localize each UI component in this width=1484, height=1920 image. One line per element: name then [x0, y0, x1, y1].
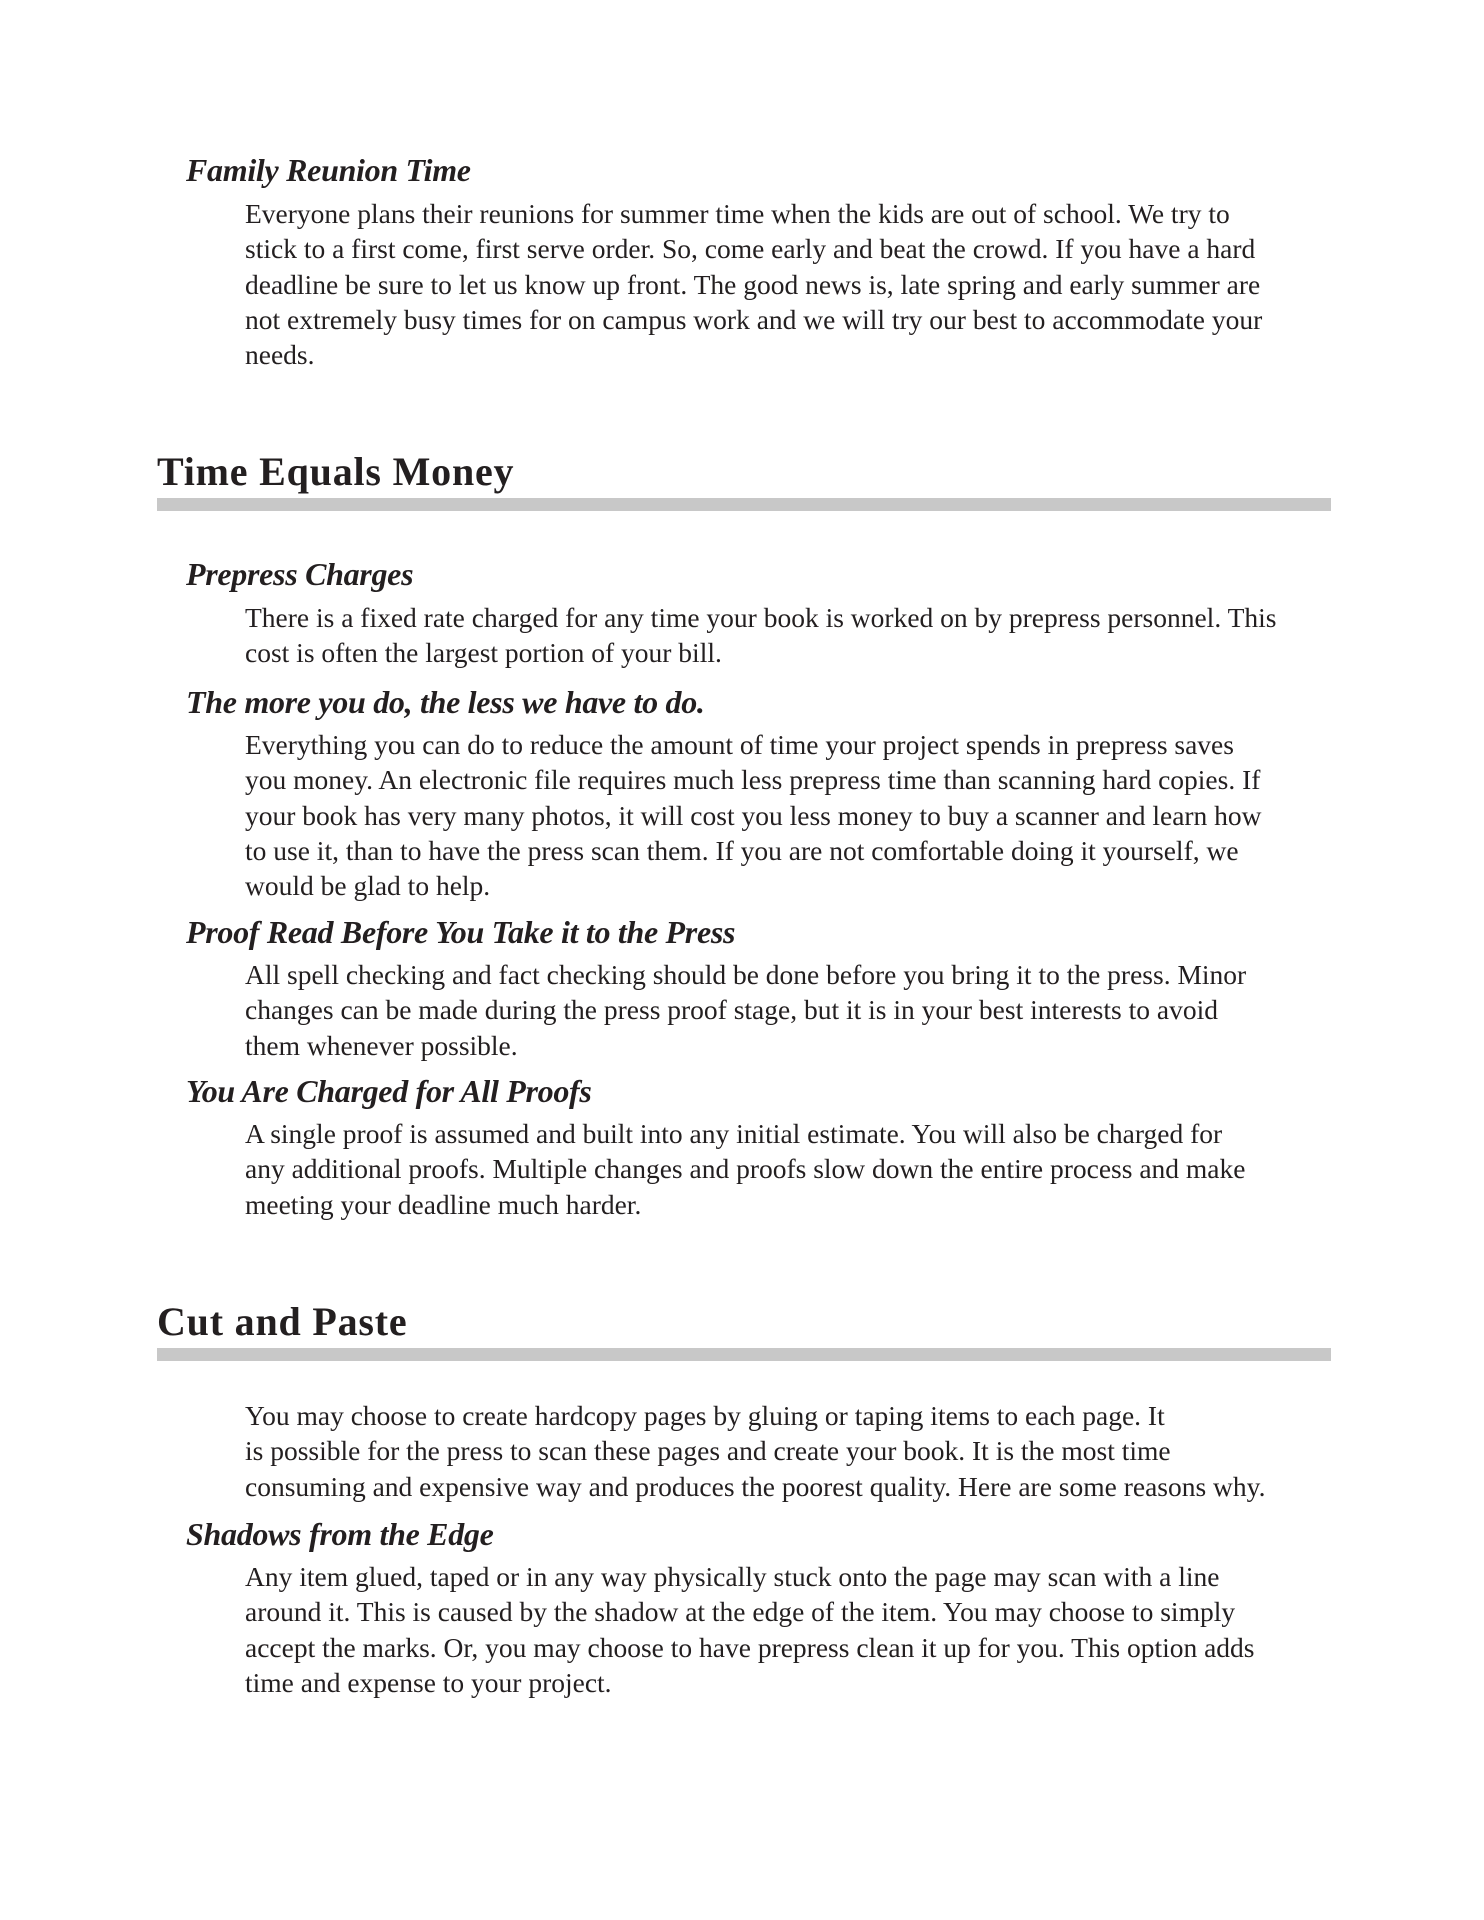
paragraph-line: You may choose to create hardcopy pages by gluing or taping items to each page. It [245, 1400, 1165, 1431]
cut-and-paste-intro [245, 1398, 1335, 1504]
section-divider [157, 1348, 1331, 1361]
paragraph-line: needs. [245, 339, 315, 371]
paragraph-line: would be glad to help. [245, 870, 491, 902]
section-divider [157, 498, 1331, 511]
paragraph-line: to use it, than to have the press scan them. If you are not comfortable doing it yourself, we [245, 834, 1239, 866]
paragraph-line: Any item glued, taped or in any way physically stuck onto the page may scan with a line [245, 1561, 1220, 1592]
paragraph-line: consuming and expensive way and produces the poorest quality. Here are some reasons why. [245, 1470, 1266, 1502]
paragraph-line: them whenever possible. [245, 1029, 518, 1061]
paragraph-line: Everything you can do to reduce the amount of time your project spends in prepress saves [245, 729, 1234, 760]
cut-and-paste-title: Cut and Paste [157, 1299, 408, 1344]
paragraph-line: changes can be made during the press proof stage, but it is in your best interests to avoid [245, 994, 1218, 1026]
paragraph-line: your book has very many photos, it will cost you less money to buy a scanner and learn how [245, 799, 1262, 831]
paragraph-line: All spell checking and fact checking should be done before you bring it to the press. Minor [245, 959, 1247, 990]
more-you-do-paragraph [245, 727, 1335, 903]
paragraph-line: time and expense to your project. [245, 1666, 612, 1698]
charged-proofs-paragraph [245, 1116, 1335, 1222]
paragraph-line: Everyone plans their reunions for summer time when the kids are out of school. We try to [245, 198, 1230, 229]
paragraph-line: any additional proofs. Multiple changes and proofs slow down the entire process and make [245, 1153, 1246, 1185]
paragraph-line: deadline be sure to let us know up front. The good news is, late spring and early summer are [245, 268, 1261, 300]
prepress-charges-heading: Prepress Charges [186, 556, 414, 592]
paragraph-line: around it. This is caused by the shadow at the edge of the item. You may choose to simply [245, 1596, 1236, 1628]
paragraph-line: There is a fixed rate charged for any time your book is worked on by prepress personnel. This [245, 602, 1277, 633]
prepress-charges-paragraph [245, 600, 1335, 671]
family-reunion-heading: Family Reunion Time [186, 152, 471, 188]
paragraph-line: not extremely busy times for on campus work and we will try our best to accommodate your [245, 303, 1263, 335]
paragraph-line: A single proof is assumed and built into any initial estimate. You will also be charged for [245, 1118, 1223, 1149]
paragraph-line: stick to a first come, first serve order. So, come early and beat the crowd. If you have a hard [245, 233, 1256, 265]
proof-read-heading: Proof Read Before You Take it to the Press [186, 914, 736, 950]
paragraph-line: accept the marks. Or, you may choose to have prepress clean it up for you. This option adds [245, 1631, 1255, 1663]
paragraph-line: is possible for the press to scan these pages and create your book. It is the most time [245, 1435, 1171, 1467]
shadows-heading: Shadows from the Edge [186, 1516, 494, 1552]
paragraph-line: you money. An electronic file requires much less prepress time than scanning hard copies. If [245, 764, 1261, 796]
paragraph-line: meeting your deadline much harder. [245, 1188, 642, 1220]
shadows-paragraph [245, 1559, 1335, 1700]
charged-proofs-heading: You Are Charged for All Proofs [186, 1073, 592, 1109]
proof-read-paragraph [245, 957, 1335, 1063]
family-reunion-paragraph [245, 196, 1335, 372]
time-equals-money-title: Time Equals Money [157, 449, 515, 494]
more-you-do-heading: The more you do, the less we have to do. [186, 684, 705, 720]
paragraph-line: cost is often the largest portion of your bill. [245, 637, 722, 669]
